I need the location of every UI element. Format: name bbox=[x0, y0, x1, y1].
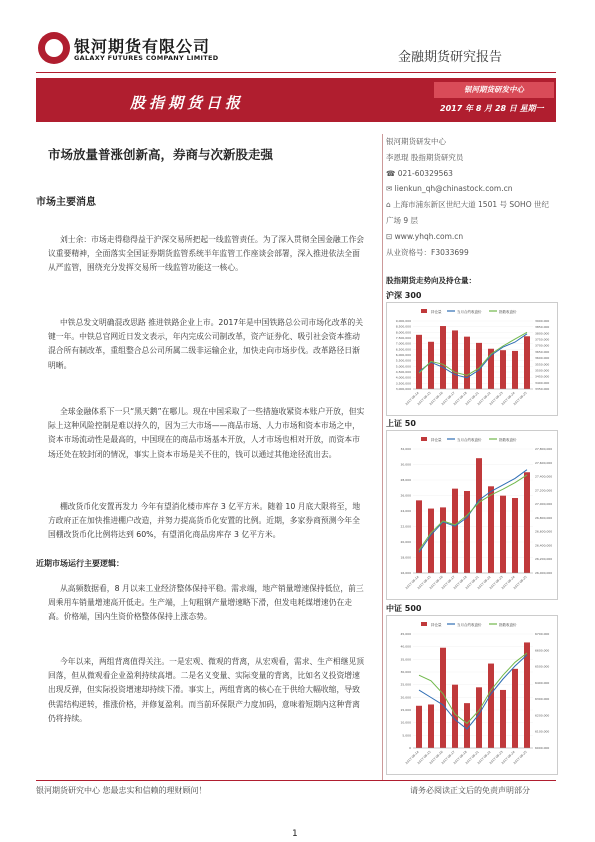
y-tick-label: 3,500,000 bbox=[395, 381, 411, 386]
chart-title: 上证 50 bbox=[386, 419, 416, 428]
bar bbox=[488, 664, 494, 748]
y-tick-label: 4,000,000 bbox=[395, 375, 411, 380]
y2-tick-label: 27,600,000 bbox=[535, 460, 553, 465]
y2-tick-label: 27,400,000 bbox=[535, 474, 553, 479]
bar bbox=[440, 326, 446, 389]
y2-tick-label: 6300.000 bbox=[535, 697, 550, 702]
y2-tick-label: 26,400,000 bbox=[535, 543, 553, 548]
y-tick-label: 15,000 bbox=[400, 708, 411, 712]
y2-tick-label: 6600.000 bbox=[535, 648, 550, 653]
y-tick-label: 10,000 bbox=[400, 720, 411, 725]
y2-tick-label: 3750.000 bbox=[535, 337, 550, 342]
chart-hs300 bbox=[387, 303, 557, 415]
x-tick-label: 2017-08-21 bbox=[464, 574, 480, 591]
y-tick-label: 8,500,000 bbox=[395, 324, 411, 329]
x-tick-label: 2017-08-16 bbox=[428, 390, 444, 407]
y-tick-label: 3,000,000 bbox=[395, 387, 411, 391]
bar bbox=[524, 336, 530, 389]
x-tick-label: 2017-08-16 bbox=[428, 749, 444, 766]
charts-title: 股指期货走势向及持仓量： bbox=[386, 276, 476, 285]
y2-tick-label: 6700.000 bbox=[535, 632, 550, 636]
x-tick-label: 2017-08-24 bbox=[500, 574, 516, 591]
x-tick-label: 2017-08-24 bbox=[500, 749, 516, 766]
x-tick-label: 2017-08-15 bbox=[416, 574, 432, 591]
x-tick-label: 2017-08-15 bbox=[416, 749, 432, 766]
y-tick-label: 9,000,000 bbox=[395, 319, 411, 323]
y-tick-label: 40,000 bbox=[400, 644, 411, 649]
bar bbox=[476, 687, 482, 748]
y-tick-label: 20,000 bbox=[400, 540, 411, 544]
y-tick-label: 4,500,000 bbox=[395, 370, 411, 374]
x-tick-label: 2017-08-25 bbox=[512, 390, 528, 407]
legend-swatch bbox=[421, 622, 427, 626]
phone-icon: ☎ bbox=[386, 168, 398, 178]
y-tick-label: 7,000,000 bbox=[395, 341, 411, 346]
x-tick-label: 2017-08-23 bbox=[488, 390, 504, 407]
legend-swatch bbox=[421, 309, 427, 313]
footer-left: 银河期货研究中心 您最忠实和信赖的理财顾问！ bbox=[36, 786, 207, 795]
report-title: 金融期货研究报告 bbox=[398, 50, 503, 65]
contact-license: 从业资格号：F3033699 bbox=[386, 247, 469, 257]
chart-box-zz500 bbox=[386, 615, 558, 775]
y2-tick-label: 6000.000 bbox=[535, 746, 550, 750]
logic-subtitle: 近期市场运行主要逻辑： bbox=[36, 559, 124, 568]
x-tick-label: 2017-08-21 bbox=[464, 749, 480, 766]
legend-label: 当月合约收盘价 bbox=[457, 438, 482, 442]
y2-tick-label: 27,000,000 bbox=[535, 502, 553, 507]
series-line bbox=[419, 334, 527, 378]
bar bbox=[452, 489, 458, 573]
legend-label: 持仓量 bbox=[431, 623, 442, 627]
legend-label: 当月合约收盘价 bbox=[457, 623, 482, 627]
news-paragraph: 刘士余：市场走得稳得益于沪深交易所把起一线监管责任。为了深入贯彻全国金融工作会议重要精神，全面落实全国证券期货监管系统半年监管工作座谈会部署，深入推进依法全面从严监管，围绕充分发挥交易所一线监管功能这一核心。 bbox=[48, 235, 365, 273]
mouse-icon: ⊡ bbox=[386, 231, 395, 241]
x-tick-label: 2017-08-25 bbox=[512, 574, 528, 591]
contact-phone-row bbox=[386, 166, 556, 182]
company-name-en: GALAXY FUTURES COMPANY LIMITED bbox=[74, 54, 219, 62]
bar bbox=[464, 703, 470, 748]
banner-date: 2017 年 8 月 28 日 星期一 bbox=[440, 104, 544, 113]
x-tick-label: 2017-08-18 bbox=[452, 749, 468, 766]
bar bbox=[500, 350, 506, 389]
y-tick-label: 45,000 bbox=[400, 632, 411, 636]
contact-dept: 银河期货研发中心 bbox=[386, 137, 446, 146]
series-line bbox=[419, 653, 527, 723]
chart-sz50 bbox=[387, 431, 557, 599]
x-tick-label: 2017-08-14 bbox=[404, 390, 420, 407]
x-tick-label: 2017-08-23 bbox=[488, 749, 504, 766]
y2-tick-label: 27,800,000 bbox=[535, 447, 553, 451]
y2-tick-label: 3400.000 bbox=[535, 380, 550, 385]
y2-tick-label: 6200.000 bbox=[535, 713, 550, 718]
series-line bbox=[419, 332, 527, 375]
bar bbox=[464, 491, 470, 573]
bar bbox=[500, 496, 506, 573]
mail-icon: ✉ bbox=[386, 184, 395, 194]
x-tick-label: 2017-08-17 bbox=[440, 390, 456, 407]
bar bbox=[428, 342, 434, 389]
bar bbox=[488, 486, 494, 573]
bar bbox=[476, 458, 482, 573]
y-tick-label: 35,000 bbox=[400, 657, 411, 662]
y-tick-label: 8,000,000 bbox=[395, 330, 411, 335]
x-tick-label: 2017-08-18 bbox=[452, 574, 468, 591]
x-tick-label: 2017-08-14 bbox=[404, 749, 420, 766]
series-line bbox=[419, 655, 527, 729]
bar bbox=[428, 509, 434, 573]
y2-tick-label: 6400.000 bbox=[535, 680, 550, 685]
y-tick-label: 30,000 bbox=[400, 462, 411, 467]
y2-tick-label: 3700.000 bbox=[535, 343, 550, 348]
bar bbox=[464, 337, 470, 389]
y2-tick-label: 3450.000 bbox=[535, 374, 550, 379]
chart-box-sz50 bbox=[386, 430, 558, 600]
banner-center: 银河期货研发中心 bbox=[464, 85, 524, 94]
y2-tick-label: 26,200,000 bbox=[535, 557, 553, 562]
y-tick-label: 6,000,000 bbox=[395, 353, 411, 357]
contact-web-row bbox=[386, 229, 556, 245]
news-paragraph: 棚改货币化安置再发力 今年有望消化楼市库存 3 亿平方米。随着 10 月底大限将至，地方政府正在加快推进棚户改造，并努力提高货币化安置的比例。近期，多家券商预测今年全国棚改货币化比例将达到 60%，有望消化商品房库存 3 亿平方米。 bbox=[48, 502, 361, 540]
bar bbox=[416, 706, 422, 748]
bar bbox=[440, 507, 446, 573]
chart-zz500 bbox=[387, 616, 557, 774]
legend-swatch bbox=[421, 437, 427, 441]
y-tick-label: 30,000 bbox=[400, 670, 411, 674]
y-tick-label: 16,000 bbox=[400, 571, 411, 575]
legend-label: 当月合约收盘价 bbox=[457, 310, 482, 314]
y-tick-label: 0 bbox=[409, 746, 411, 750]
bar bbox=[512, 669, 518, 748]
bar bbox=[452, 330, 458, 389]
y-tick-label: 6,500,000 bbox=[395, 347, 411, 352]
logo-icon bbox=[38, 32, 70, 64]
x-tick-label: 2017-08-22 bbox=[476, 749, 492, 766]
y-tick-label: 7,500,000 bbox=[395, 336, 411, 340]
contact-phone: 021-60329563 bbox=[397, 168, 453, 178]
legend-label: 持仓量 bbox=[431, 438, 442, 442]
y2-tick-label: 3550.000 bbox=[535, 362, 550, 367]
chart-box-hs300 bbox=[386, 302, 558, 416]
bar bbox=[416, 500, 422, 573]
x-tick-label: 2017-08-24 bbox=[500, 390, 516, 407]
y2-tick-label: 26,800,000 bbox=[535, 515, 553, 520]
footer-rule bbox=[36, 780, 556, 781]
logic-paragraph: 从高频数据看，8 月以来工业经济整体保持平稳。需求端，地产销量增速保持低位，前三周乘用车销量增速高开低走。生产端，上旬粗钢产量增速略下滑，但发电耗煤增速仍在走高。价格端，国内生资价格整体保持上涨态势。 bbox=[48, 584, 364, 622]
legend-label: 指数收盘价 bbox=[499, 623, 517, 627]
bar bbox=[428, 704, 434, 748]
y2-tick-label: 6500.000 bbox=[535, 664, 550, 669]
y-tick-label: 25,000 bbox=[400, 682, 411, 687]
y2-tick-label: 3650.000 bbox=[535, 349, 550, 354]
footer-right: 请务必阅读正文后的免责声明部分 bbox=[410, 786, 530, 795]
bar bbox=[512, 351, 518, 389]
company-name: 银河期货有限公司 bbox=[74, 37, 211, 56]
y2-tick-label: 3600.000 bbox=[535, 356, 550, 361]
headline: 市场放量普涨创新高，券商与次新股走强 bbox=[48, 147, 274, 162]
x-tick-label: 2017-08-25 bbox=[512, 749, 528, 766]
page-number: 1 bbox=[292, 829, 298, 839]
column-divider bbox=[382, 134, 383, 780]
bar bbox=[512, 498, 518, 573]
news-paragraph: 中铁总发文明确混改思路 推进铁路企业上市。2017年是中国铁路总公司市场化改革的关键一年。中铁总官网近日发文表示，年内完成公司制改革，资产证券化、吸引社会资本推动混合所有制改革，重组整合总公司所属二级非运输企业，加快走向市场步伐。改革路径日渐明晰。 bbox=[48, 318, 364, 370]
y-tick-label: 32,000 bbox=[400, 447, 411, 451]
y-tick-label: 28,000 bbox=[400, 478, 411, 482]
y2-tick-label: 26,000,000 bbox=[535, 571, 553, 575]
contact-web[interactable]: www.yhqh.com.cn bbox=[394, 231, 464, 241]
contact-email[interactable]: lienkun_qh@chinastock.com.cn bbox=[394, 184, 513, 194]
contact-email-row bbox=[386, 181, 556, 197]
y-tick-label: 18,000 bbox=[400, 555, 411, 560]
x-tick-label: 2017-08-17 bbox=[440, 749, 456, 766]
contact-analyst: 李恩琨 股指期货研究员 bbox=[386, 152, 464, 162]
y-tick-label: 5,000 bbox=[402, 733, 411, 738]
legend-label: 指数收盘价 bbox=[499, 310, 517, 314]
x-tick-label: 2017-08-17 bbox=[440, 574, 456, 591]
y-tick-label: 22,000 bbox=[400, 524, 411, 529]
y-tick-label: 26,000 bbox=[400, 493, 411, 498]
y2-tick-label: 3350.000 bbox=[535, 387, 550, 391]
x-tick-label: 2017-08-18 bbox=[452, 390, 468, 407]
x-tick-label: 2017-08-23 bbox=[488, 574, 504, 591]
contact-address: 上海市浦东新区世纪大道 1501 号 SOHO 世纪广场 9 层 bbox=[386, 200, 549, 225]
banner-title: 股指期货日报 bbox=[130, 94, 245, 112]
contact-block bbox=[386, 134, 556, 260]
bar bbox=[524, 642, 530, 748]
bar bbox=[500, 690, 506, 748]
section-title: 市场主要消息 bbox=[36, 197, 96, 208]
y2-tick-label: 26,600,000 bbox=[535, 529, 553, 534]
home-icon: ⌂ bbox=[386, 200, 394, 210]
y2-tick-label: 6100.000 bbox=[535, 729, 550, 734]
y-tick-label: 5,000,000 bbox=[395, 364, 411, 369]
contact-address-row bbox=[386, 197, 556, 229]
news-paragraph: 全球金融体系下一只“黑天鹅”在哪儿。现在中国采取了一些措施收紧资本账户开放，但实际上这种风险控制是难以持久的，因为三大市场——商品市场、人力市场和资本市场之中，资本市场流动性是最高的，中国现在的商品市场基本开放，人才市场也相对开放，而资本市场还处在较封闭的情况，事实上资本市场是关不住的，钱可以通过其他途径流出去。 bbox=[48, 407, 365, 459]
y2-tick-label: 27,200,000 bbox=[535, 488, 553, 493]
legend-label: 指数收盘价 bbox=[499, 438, 517, 442]
y-tick-label: 5,500,000 bbox=[395, 358, 411, 363]
x-tick-label: 2017-08-22 bbox=[476, 390, 492, 407]
x-tick-label: 2017-08-22 bbox=[476, 574, 492, 591]
legend-label: 持仓量 bbox=[431, 310, 442, 314]
x-tick-label: 2017-08-15 bbox=[416, 390, 432, 407]
y2-tick-label: 3900.000 bbox=[535, 319, 550, 323]
x-tick-label: 2017-08-16 bbox=[428, 574, 444, 591]
bar bbox=[524, 472, 530, 573]
bar bbox=[416, 335, 422, 389]
header-rule bbox=[36, 72, 556, 73]
y-tick-label: 20,000 bbox=[400, 695, 411, 700]
x-tick-label: 2017-08-21 bbox=[464, 390, 480, 407]
logic-paragraph: 今年以来，两组背离值得关注。一是宏观、微观的背离，从宏观看，需求、生产相继见顶回落，但从微观看企业盈利持续高增。二是名义变量、实际变量的背离，比如名义投资增速出现反弹，但实际投资增速却持续下滑。事实上，两组背离的核心在于供给大幅收缩，导致供需结构逆转，推涨价格，并修复盈利。而当前环保限产力度加码，意味着短期内这种背离仍将持续。 bbox=[48, 657, 365, 723]
series-line bbox=[419, 475, 527, 550]
x-tick-label: 2017-08-14 bbox=[404, 574, 420, 591]
y-tick-label: 24,000 bbox=[400, 509, 411, 513]
y2-tick-label: 3850.000 bbox=[535, 325, 550, 330]
y2-tick-label: 3500.000 bbox=[535, 368, 550, 373]
chart-title: 沪深 300 bbox=[386, 291, 422, 300]
y2-tick-label: 3800.000 bbox=[535, 331, 550, 336]
chart-title: 中证 500 bbox=[386, 604, 422, 613]
